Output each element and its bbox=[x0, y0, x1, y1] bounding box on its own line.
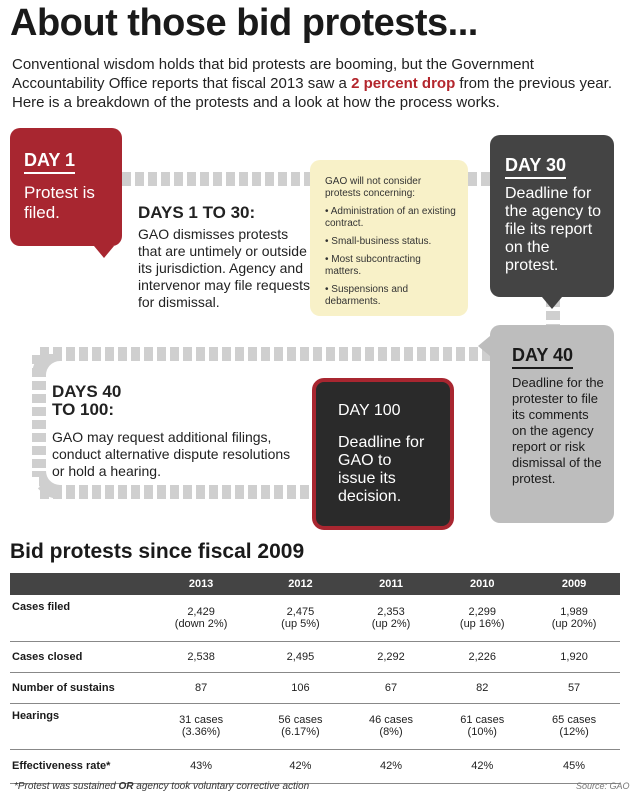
table-cell bbox=[436, 703, 528, 749]
row-label: Hearings bbox=[10, 703, 147, 749]
cell-line: (up 16%) bbox=[459, 617, 505, 630]
footnote-text: *Protest was sustained bbox=[14, 781, 119, 792]
cell-line: 2,299 bbox=[468, 605, 496, 618]
column-header: 2009 bbox=[528, 573, 620, 595]
cell-line: 65 cases bbox=[552, 714, 597, 726]
cell-line: (up 5%) bbox=[281, 617, 320, 630]
page-title: About those bid protests... bbox=[10, 2, 478, 44]
table-row bbox=[10, 641, 620, 672]
column-header: 2013 bbox=[147, 573, 255, 595]
cell-line: 42% bbox=[380, 760, 403, 772]
table-cell bbox=[436, 749, 528, 783]
cell-line: 57 bbox=[567, 681, 581, 694]
cell-line: 46 cases bbox=[369, 714, 414, 726]
day1-heading: DAY 1 bbox=[24, 150, 75, 174]
days40-100-block bbox=[52, 383, 302, 480]
row-label: Effectiveness rate* bbox=[10, 749, 147, 783]
day40-heading: DAY 40 bbox=[512, 345, 573, 369]
table-cell bbox=[147, 595, 255, 641]
cell-line: 56 cases bbox=[278, 714, 323, 726]
cell-line: 31 cases bbox=[179, 714, 224, 726]
intro-paragraph bbox=[12, 55, 622, 112]
note-item: • Most subcontracting matters. bbox=[325, 254, 456, 278]
table-row bbox=[10, 672, 620, 703]
table-cell bbox=[147, 749, 255, 783]
cell-line: (12%) bbox=[559, 726, 589, 738]
note-item: • Suspensions and debarments. bbox=[325, 284, 456, 308]
note-item: • Administration of an existing contract. bbox=[325, 206, 456, 230]
table-cell bbox=[436, 641, 528, 672]
cell-line: 67 bbox=[384, 681, 398, 694]
table-row bbox=[10, 703, 620, 749]
day1-description: Protest is filed. bbox=[24, 183, 95, 222]
table-cell bbox=[436, 595, 528, 641]
cell-line: 2,292 bbox=[377, 650, 405, 663]
footnote bbox=[14, 781, 309, 792]
table-cell bbox=[255, 595, 346, 641]
day30-box bbox=[490, 135, 614, 297]
timeline-connector bbox=[468, 172, 490, 186]
table-cell bbox=[255, 749, 346, 783]
note-intro: GAO will not consider protests concerning: bbox=[325, 176, 422, 199]
row-label: Cases closed bbox=[10, 641, 147, 672]
cell-line: (10%) bbox=[467, 726, 497, 738]
callout-pointer bbox=[478, 336, 490, 356]
cell-line: 42% bbox=[471, 760, 494, 772]
cell-line: (8%) bbox=[379, 726, 403, 738]
cell-line: (down 2%) bbox=[174, 617, 228, 630]
table-cell bbox=[346, 672, 437, 703]
cell-line: 1,989 bbox=[560, 605, 588, 618]
column-header: 2011 bbox=[346, 573, 437, 595]
cell-line: 2,429 bbox=[187, 605, 215, 618]
table-cell bbox=[255, 641, 346, 672]
header-blank bbox=[10, 573, 147, 595]
intro-text-end: from the previous year. Here is a breakdown of the protests and a look at how the process works. bbox=[12, 75, 612, 111]
table-cell bbox=[436, 672, 528, 703]
timeline-connector bbox=[40, 485, 312, 499]
day100-description: Deadline for GAO to issue its decision. bbox=[338, 434, 425, 505]
cell-line: 82 bbox=[476, 681, 489, 694]
table-cell bbox=[528, 641, 620, 672]
cell-line: 42% bbox=[289, 760, 312, 772]
column-header: 2010 bbox=[436, 573, 528, 595]
table-body bbox=[10, 595, 620, 783]
callout-pointer bbox=[542, 297, 562, 309]
table-cell bbox=[346, 703, 437, 749]
cell-line: 43% bbox=[190, 760, 213, 772]
table-cell bbox=[346, 749, 437, 783]
cell-line: (up 20%) bbox=[551, 617, 597, 630]
days40-100-heading bbox=[52, 383, 302, 419]
footnote-emphasis: OR bbox=[118, 781, 134, 792]
cell-line: (6.17%) bbox=[281, 726, 320, 738]
day40-box bbox=[490, 325, 614, 523]
days40-100-heading-line2: TO 100: bbox=[52, 400, 115, 419]
cell-line: 45% bbox=[563, 760, 586, 772]
table-cell bbox=[528, 595, 620, 641]
table-cell bbox=[147, 672, 255, 703]
cell-line: 1,920 bbox=[560, 650, 588, 663]
table-row bbox=[10, 749, 620, 783]
cell-line: (up 2%) bbox=[371, 617, 411, 630]
note-item: • Small-business status. bbox=[325, 236, 456, 248]
timeline-connector bbox=[40, 347, 490, 361]
day100-heading: DAY 100 bbox=[338, 402, 401, 419]
table-cell bbox=[346, 641, 437, 672]
days1-30-heading: DAYS 1 TO 30: bbox=[138, 203, 256, 222]
jurisdiction-note bbox=[310, 160, 468, 316]
cell-line: 61 cases bbox=[460, 714, 505, 726]
table-cell bbox=[147, 703, 255, 749]
row-label: Cases filed bbox=[10, 595, 147, 641]
cell-line: 2,353 bbox=[377, 605, 405, 618]
column-header: 2012 bbox=[255, 573, 346, 595]
day30-heading: DAY 30 bbox=[505, 155, 566, 179]
footnote-text-end: agency took voluntary corrective action bbox=[133, 781, 310, 792]
note-list bbox=[325, 206, 456, 308]
days40-100-description: GAO may request additional filings, conduct alternative dispute resolutions or hold a hearing. bbox=[52, 429, 291, 479]
day40-description: Deadline for the protester to file its comments on the agency report or risk dismissal of the protest. bbox=[512, 375, 604, 486]
cell-line: 2,475 bbox=[286, 605, 315, 618]
timeline-connector bbox=[122, 172, 312, 186]
source-credit: Source: GAO bbox=[576, 781, 630, 791]
days1-30-block bbox=[138, 203, 313, 311]
table-cell bbox=[255, 703, 346, 749]
table-cell bbox=[528, 749, 620, 783]
intro-text: Conventional wisdom holds that bid protests are booming, but the Government Accountability Office reports that fiscal 2013 saw a bbox=[12, 56, 534, 92]
cell-line: 2,538 bbox=[187, 650, 215, 663]
table-cell bbox=[528, 672, 620, 703]
days1-30-description: GAO dismisses protests that are untimely or outside its jurisdiction. Agency and intervenor may file requests for dismissal. bbox=[138, 226, 310, 310]
day100-box bbox=[312, 378, 454, 530]
days40-100-heading-line1: DAYS 40 bbox=[52, 382, 122, 401]
table-cell bbox=[346, 595, 437, 641]
table-header-row bbox=[10, 573, 620, 595]
cell-line: 87 bbox=[194, 681, 208, 694]
bid-protests-table bbox=[10, 573, 620, 784]
intro-highlight: 2 percent drop bbox=[351, 75, 456, 92]
table-row bbox=[10, 595, 620, 641]
row-label: Number of sustains bbox=[10, 672, 147, 703]
table-cell bbox=[528, 703, 620, 749]
cell-line: (3.36%) bbox=[181, 726, 221, 738]
table-cell bbox=[147, 641, 255, 672]
callout-pointer bbox=[94, 246, 114, 258]
cell-line: 106 bbox=[291, 681, 310, 694]
cell-line: 2,226 bbox=[468, 650, 496, 663]
timeline-curve bbox=[32, 347, 62, 377]
table-cell bbox=[255, 672, 346, 703]
cell-line: 2,495 bbox=[286, 650, 315, 663]
table-title: Bid protests since fiscal 2009 bbox=[10, 540, 305, 563]
day30-description: Deadline for the agency to file its report on the protest. bbox=[505, 185, 602, 274]
day1-box bbox=[10, 128, 122, 246]
